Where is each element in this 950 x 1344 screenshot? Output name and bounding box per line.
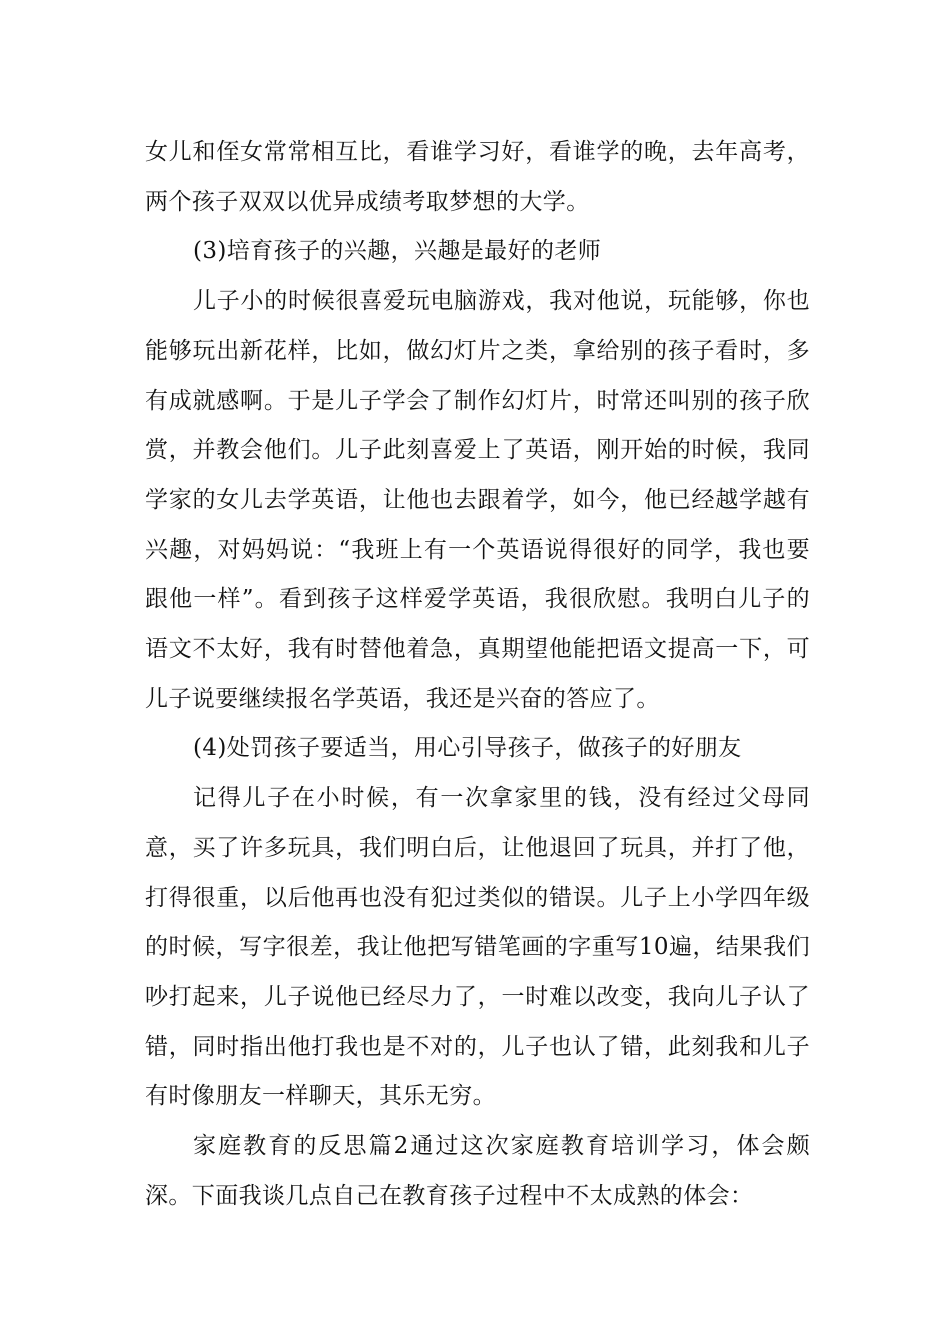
paragraph-interest: 儿子小的时候很喜爱玩电脑游戏，我对他说，玩能够，你也能够玩出新花样，比如，做幻灯片之类，拿给别的孩子看时，多有成就感啊。于是儿子学会了制作幻灯片，时常还叫别的孩子欣赏，并教会他们。儿子此刻喜爱上了英语，刚开始的时候，我同学家的女儿去学英语，让他也去跟着学，如今，他已经越学越有兴趣，对妈妈说：“我班上有一个英语说得很好的同学，我也要跟他一样”。看到孩子这样爱学英语，我很欣慰。我明白儿子的语文不太好，我有时替他着急，真期望他能把语文提高一下，可儿子说要继续报名学英语，我还是兴奋的答应了。 xyxy=(145,288,810,712)
section-heading-3: (3)培育孩子的兴趣，兴趣是最好的老师 xyxy=(193,238,602,265)
document-body xyxy=(145,128,810,1221)
paragraph-continuation: 女儿和侄女常常相互比，看谁学习好，看谁学的晚，去年高考，两个孩子双双以优异成绩考取梦想的大学。 xyxy=(145,139,810,215)
paragraph-reflection-2: 家庭教育的反思篇2通过这次家庭教育培训学习，体会颇深。下面我谈几点自己在教育孩子过程中不太成熟的体会： xyxy=(145,1133,810,1209)
section-heading-4: (4)处罚孩子要适当，用心引导孩子，做孩子的好朋友 xyxy=(193,735,742,762)
paragraph-discipline: 记得儿子在小时候，有一次拿家里的钱，没有经过父母同意，买了许多玩具，我们明白后，让他退回了玩具，并打了他，打得很重，以后他再也没有犯过类似的错误。儿子上小学四年级的时候，写字很差，我让他把写错笔画的字重写10遍，结果我们吵打起来，儿子说他已经尽力了，一时难以改变，我向儿子认了错，同时指出他打我也是不对的，儿子也认了错，此刻我和儿子有时像朋友一样聊天，其乐无穷。 xyxy=(145,785,810,1110)
